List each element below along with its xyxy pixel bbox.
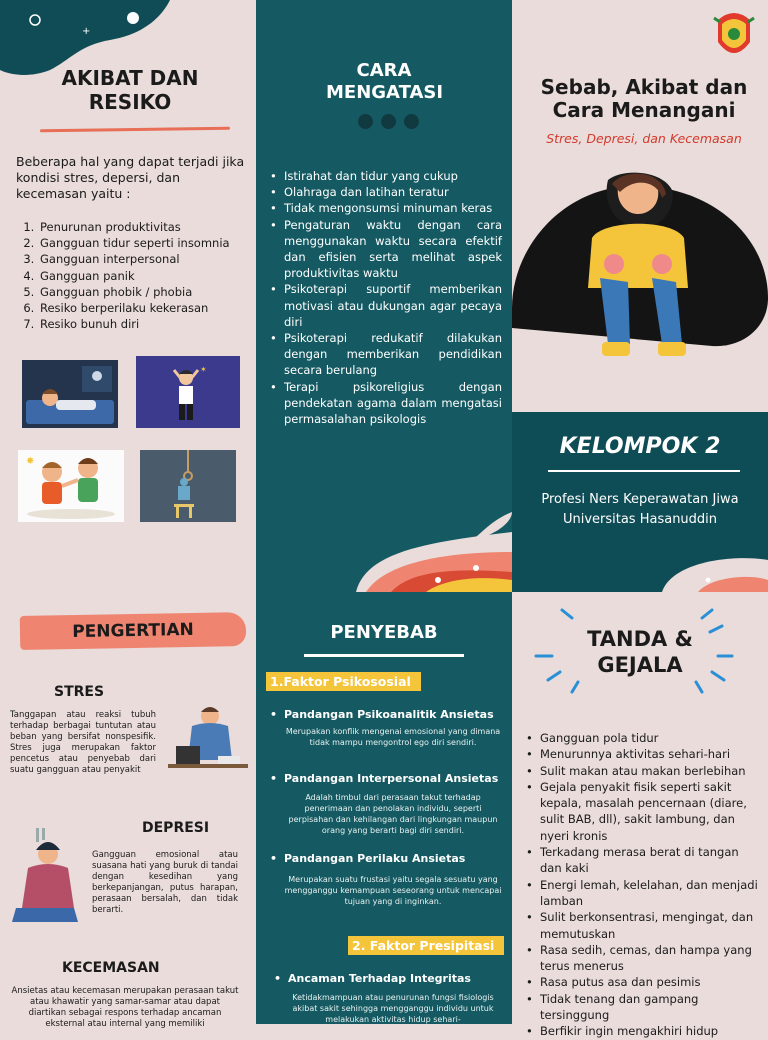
faktor-presipitasi-tag: 2. Faktor Presipitasi — [348, 936, 504, 955]
stressed-man-illustration — [168, 702, 248, 776]
akibat-title: AKIBAT DAN RESIKO — [61, 66, 199, 114]
integritas-text: Ketidakmampuan atau penurunan fungsi fisiologis akibat sakit sehingga mengganggu individu untuk melakukan aktivitas hidup sehari- — [292, 993, 494, 1024]
list-item: • Olahraga dan latihan teratur — [284, 184, 502, 200]
title-underline — [40, 127, 230, 133]
list-item: • Menurunnya aktivitas sehari-hari — [540, 746, 762, 762]
subheading-interpersonal: • Pandangan Interpersonal Ansietas — [284, 772, 498, 785]
tanda-list — [540, 730, 762, 1040]
list-item: 2. Gangguan tidur seperti insomnia — [38, 235, 253, 251]
university-logo-icon — [712, 10, 756, 62]
list-item: • Psikoterapi suportif memberikan motivasi atau dukungan agar pecaya diri — [284, 281, 502, 330]
cover-title: Sebab, Akibat dan Cara Menangani — [540, 75, 748, 122]
subheading-psikoanalitik: • Pandangan Psikoanalitik Ansietas — [284, 708, 494, 721]
panel-kelompok — [512, 412, 768, 592]
panel-akibat-resiko — [0, 0, 256, 592]
tanda-title: TANDA & GEJALA — [587, 627, 693, 677]
penyebab-divider — [304, 654, 464, 657]
list-item: 1. Penurunan produktivitas — [38, 219, 253, 235]
svg-text:✸: ✸ — [26, 456, 35, 467]
list-item: 6. Resiko berperilaku kekerasan — [38, 300, 253, 316]
depresi-text: Gangguan emosional atau suasana hati yang buruk di tandai dengan kesedihan yang berkepanjangan, putus harapan, perasaan bersalah, dan tidak berarti. — [92, 850, 238, 915]
institution-text: Profesi Ners Keperawatan Jiwa Universitas Hasanuddin — [541, 492, 739, 527]
depresi-title: DEPRESI — [142, 820, 210, 836]
panic-illustration — [136, 356, 240, 428]
list-item: • Tidak tenang dan gampang tersinggung — [540, 991, 762, 1024]
list-item: • Pengaturan waktu dengan cara menggunakan waktu secara efektif dan efisien serta melihat aspek produktivitas waktu — [284, 217, 502, 282]
list-item: • Energi lemah, kelelahan, dan menjadi lamban — [540, 877, 762, 910]
depressed-person-illustration — [6, 828, 80, 928]
svg-text:+: + — [82, 26, 91, 37]
cover-subtitle: Stres, Depresi, dan Kecemasan — [546, 131, 742, 146]
subheading-perilaku: • Pandangan Perilaku Ansietas — [284, 852, 465, 865]
kecemasan-title: KECEMASAN — [62, 960, 160, 976]
list-item: • Gangguan pola tidur — [540, 730, 762, 746]
faktor-psikososial-tag: 1.Faktor Psikososial — [266, 672, 421, 691]
interpersonal-text: Adalah timbul dari perasaan takut terhadap penerimaan dan penolakan individu, seperti perpisahan dan kehilangan dari lingkungan maupun orang yang berarti bagi diri sendiri. — [288, 793, 498, 835]
cara-title: CARA MENGATASI — [326, 60, 444, 103]
list-item: • Terapi psikoreligius dengan pendekatan agama dalam mengatasi permasalahan psikologis — [284, 379, 502, 428]
hills-decoration — [256, 512, 512, 592]
panel-pengertian — [0, 592, 256, 1029]
psikoanalitik-text: Merupakan konflik mengenai emosional yang dimana tidak mampu mengontrol ego diri sendiri. — [285, 727, 501, 747]
akibat-list — [38, 219, 253, 332]
stres-title: STRES — [54, 684, 105, 700]
stres-text: Tanggapan atau reaksi tubuh terhadap berbagai tuntutan atau beban yang bersifat nonspesifik. Stres juga merupakan faktor pencetus atau penyebab dari suatu gangguan atau penyakit — [10, 710, 156, 775]
list-item: • Berfikir ingin mengakhiri hidup — [540, 1023, 762, 1039]
group-divider — [548, 470, 740, 472]
list-item: 4. Gangguan panik — [38, 268, 253, 284]
list-item: • Terkadang merasa berat di tangan dan kaki — [540, 844, 762, 877]
group-title: KELOMPOK 2 — [559, 434, 721, 459]
list-item: • Sulit makan atau makan berlebihan — [540, 763, 762, 779]
list-item: • Rasa putus asa dan pesimis — [540, 974, 762, 990]
subheading-integritas: • Ancaman Terhadap Integritas — [288, 972, 471, 985]
penyebab-title: PENYEBAB — [330, 622, 438, 643]
dots-decoration — [358, 114, 427, 133]
list-item: 7. Resiko bunuh diri — [38, 316, 253, 332]
svg-text:✶: ✶ — [200, 365, 207, 374]
depressed-woman-illustration — [512, 168, 768, 408]
insomnia-illustration — [22, 360, 118, 428]
list-item: • Rasa sedih, cemas, dan hampa yang terus menerus — [540, 942, 762, 975]
fighting-illustration — [18, 450, 124, 522]
panel-tanda-gejala — [512, 592, 768, 1039]
panel-cara-mengatasi — [256, 0, 512, 592]
kecemasan-text: Ansietas atau kecemasan merupakan perasaan takut atau khawatir yang samar-samar atau dapat diartikan sebagai respons terhadap ancaman eksternal atau internal yang memiliki — [11, 986, 239, 1029]
suicide-risk-illustration — [140, 450, 236, 522]
list-item: • Tidak mengonsumsi minuman keras — [284, 200, 502, 216]
list-item: 3. Gangguan interpersonal — [38, 251, 253, 267]
cara-list — [284, 168, 502, 427]
pengertian-title: PENGERTIAN — [20, 612, 247, 650]
list-item: • Sulit berkonsentrasi, mengingat, dan memutuskan — [540, 909, 762, 942]
panel-penyebab — [256, 592, 512, 1024]
list-item: • Istirahat dan tidur yang cukup — [284, 168, 502, 184]
perilaku-text: Merupakan suatu frustasi yaitu segala sesuatu yang mengganggu kemampuan seseorang untuk mencapai tujuan yang di inginkan. — [284, 875, 502, 906]
akibat-intro: Beberapa hal yang dapat terjadi jika kondisi stres, depersi, dan kecemasan yaitu : — [16, 154, 245, 201]
list-item: • Gejala penyakit fisik seperti sakit kepala, masalah pencernaan (diare, sulit BAB, dll), sakit lambung, dan nyeri kronis — [540, 779, 762, 844]
list-item: • Psikoterapi redukatif dilakukan dengan memberikan pendidikan secara berulang — [284, 330, 502, 379]
list-item: 5. Gangguan phobik / phobia — [38, 284, 253, 300]
clouds-decoration — [512, 532, 768, 592]
panel-cover — [512, 0, 768, 412]
